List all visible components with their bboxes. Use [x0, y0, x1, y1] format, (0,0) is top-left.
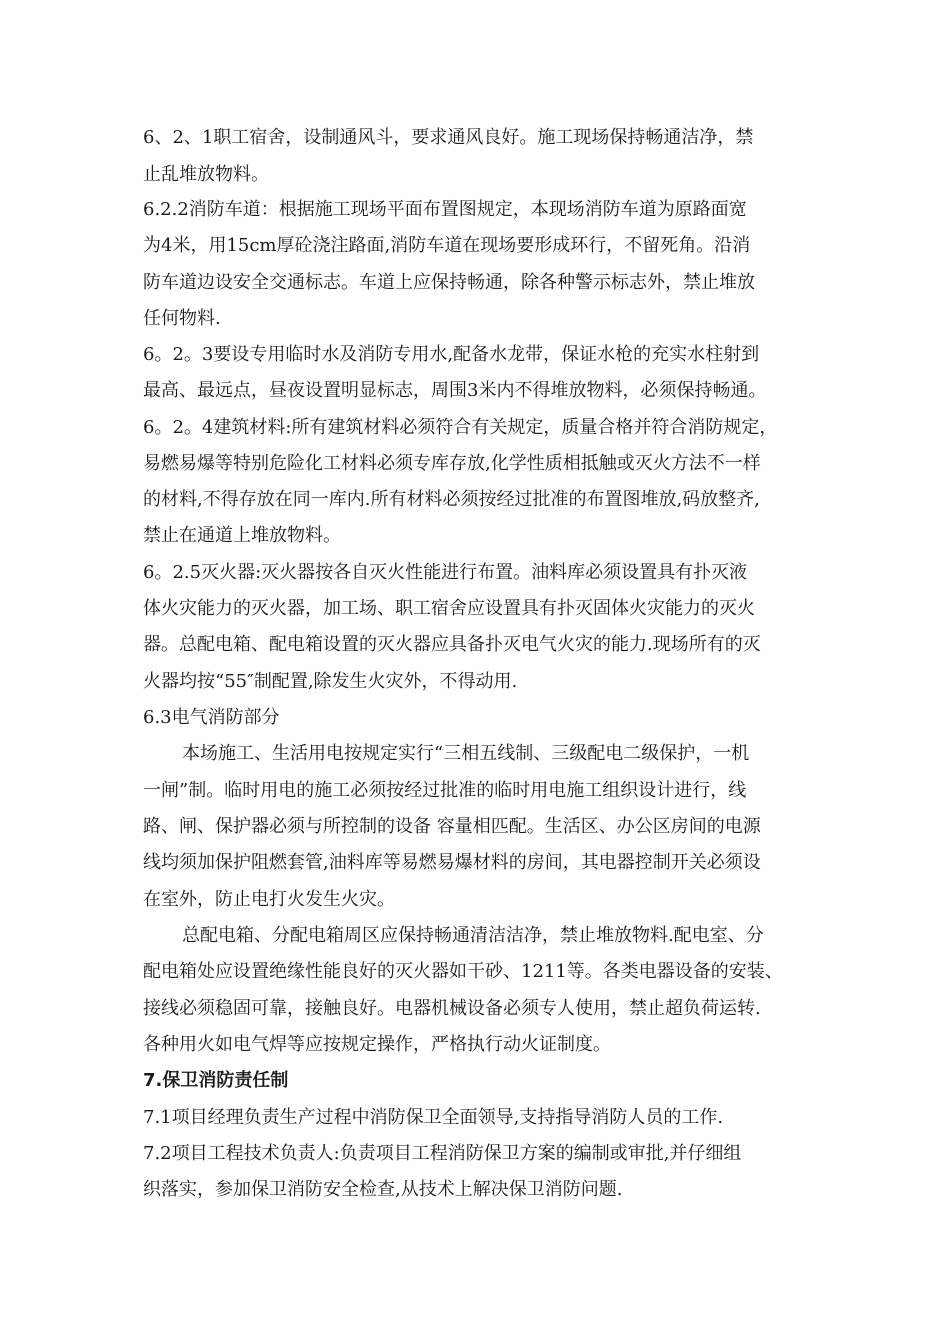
- text-line: 织落实，参加保卫消防安全检查,从技术上解决保卫消防问题.: [143, 1179, 623, 1200]
- text-line: 7.1项目经理负责生产过程中消防保卫全面领导,支持指导消防人员的工作.: [143, 1107, 724, 1128]
- text-line: 防车道边设安全交通标志。车道上应保持畅通，除各种警示标志外，禁止堆放: [143, 272, 755, 293]
- text-line: 本场施工、生活用电按规定实行“三相五线制、三级配电二级保护，一机: [182, 743, 750, 764]
- text-line: 路、闸、保护器必须与所控制的设备 容量相匹配。生活区、办公区房间的电源: [143, 816, 761, 837]
- chapter-heading: 7.保卫消防责任制: [143, 1070, 289, 1091]
- text-line: 火器均按“55″制配置,除发生火灾外，不得动用.: [143, 671, 518, 692]
- text-line: 6。2。4建筑材料:所有建筑材料必须符合有关规定，质量合格并符合消防规定，: [143, 417, 778, 438]
- text-line: 任何物料.: [143, 308, 221, 329]
- text-line: 在室外，防止电打火发生火灾。: [143, 889, 395, 910]
- text-line: 配电箱处应设置绝缘性能良好的灭火器如干砂、1211等。各类电器设备的安装、: [143, 961, 783, 982]
- text-line: 最高、最远点，昼夜设置明显标志，周围3米内不得堆放物料，必须保持畅通。: [143, 380, 767, 401]
- text-line: 禁止在通道上堆放物料。: [143, 525, 341, 546]
- text-line: 体火灾能力的灭火器，加工场、职工宿舍应设置具有扑灭固体火灾能力的灭火: [143, 598, 755, 619]
- text-line: 总配电箱、分配电箱周区应保持畅通清洁洁净，禁止堆放物料.配电室、分: [182, 925, 764, 946]
- text-line: 止乱堆放物料。: [143, 164, 269, 185]
- text-line: 易燃易爆等特别危险化工材料必须专库存放,化学性质相抵触或灭火方法不一样: [143, 453, 761, 474]
- text-line: 6.2.2消防车道：根据施工现场平面布置图规定，本现场消防车道为原路面宽: [143, 199, 747, 220]
- text-line: 接线必须稳固可靠，接触良好。电器机械设备必须专人使用，禁止超负荷运转.: [143, 998, 761, 1019]
- text-line: 为4米，用15cm厚砼浇注路面,消防车道在现场要形成环行，不留死角。沿消: [143, 235, 751, 256]
- text-line: 7.2项目工程技术负责人:负责项目工程消防保卫方案的编制或审批,并仔细组: [143, 1143, 742, 1164]
- text-line: 的材料,不得存放在同一库内.所有材料必须按经过批准的布置图堆放,码放整齐,: [143, 489, 760, 510]
- text-line: 6。2。3要设专用临时水及消防专用水,配备水龙带，保证水枪的充实水柱射到: [143, 344, 760, 365]
- text-line: 6。2.5灭火器:灭火器按各自灭火性能进行布置。油料库必须设置具有扑灭液: [143, 562, 748, 583]
- text-line: 器。总配电箱、配电箱设置的灭火器应具备扑灭电气火灾的能力.现场所有的灭: [143, 634, 761, 655]
- text-line: 6、2、1职工宿舍，设制通风斗，要求通风良好。施工现场保持畅通洁净，禁: [143, 127, 754, 148]
- text-line: 各种用火如电气焊等应按规定操作，严格执行动火证制度。: [143, 1034, 611, 1055]
- text-line: 一闸”制。临时用电的施工必须按经过批准的临时用电施工组织设计进行，线: [143, 780, 747, 801]
- section-heading: 6.3电气消防部分: [143, 707, 280, 728]
- text-line: 线均须加保护阻燃套管,油料库等易燃易爆材料的房间，其电器控制开关必须设: [143, 852, 761, 873]
